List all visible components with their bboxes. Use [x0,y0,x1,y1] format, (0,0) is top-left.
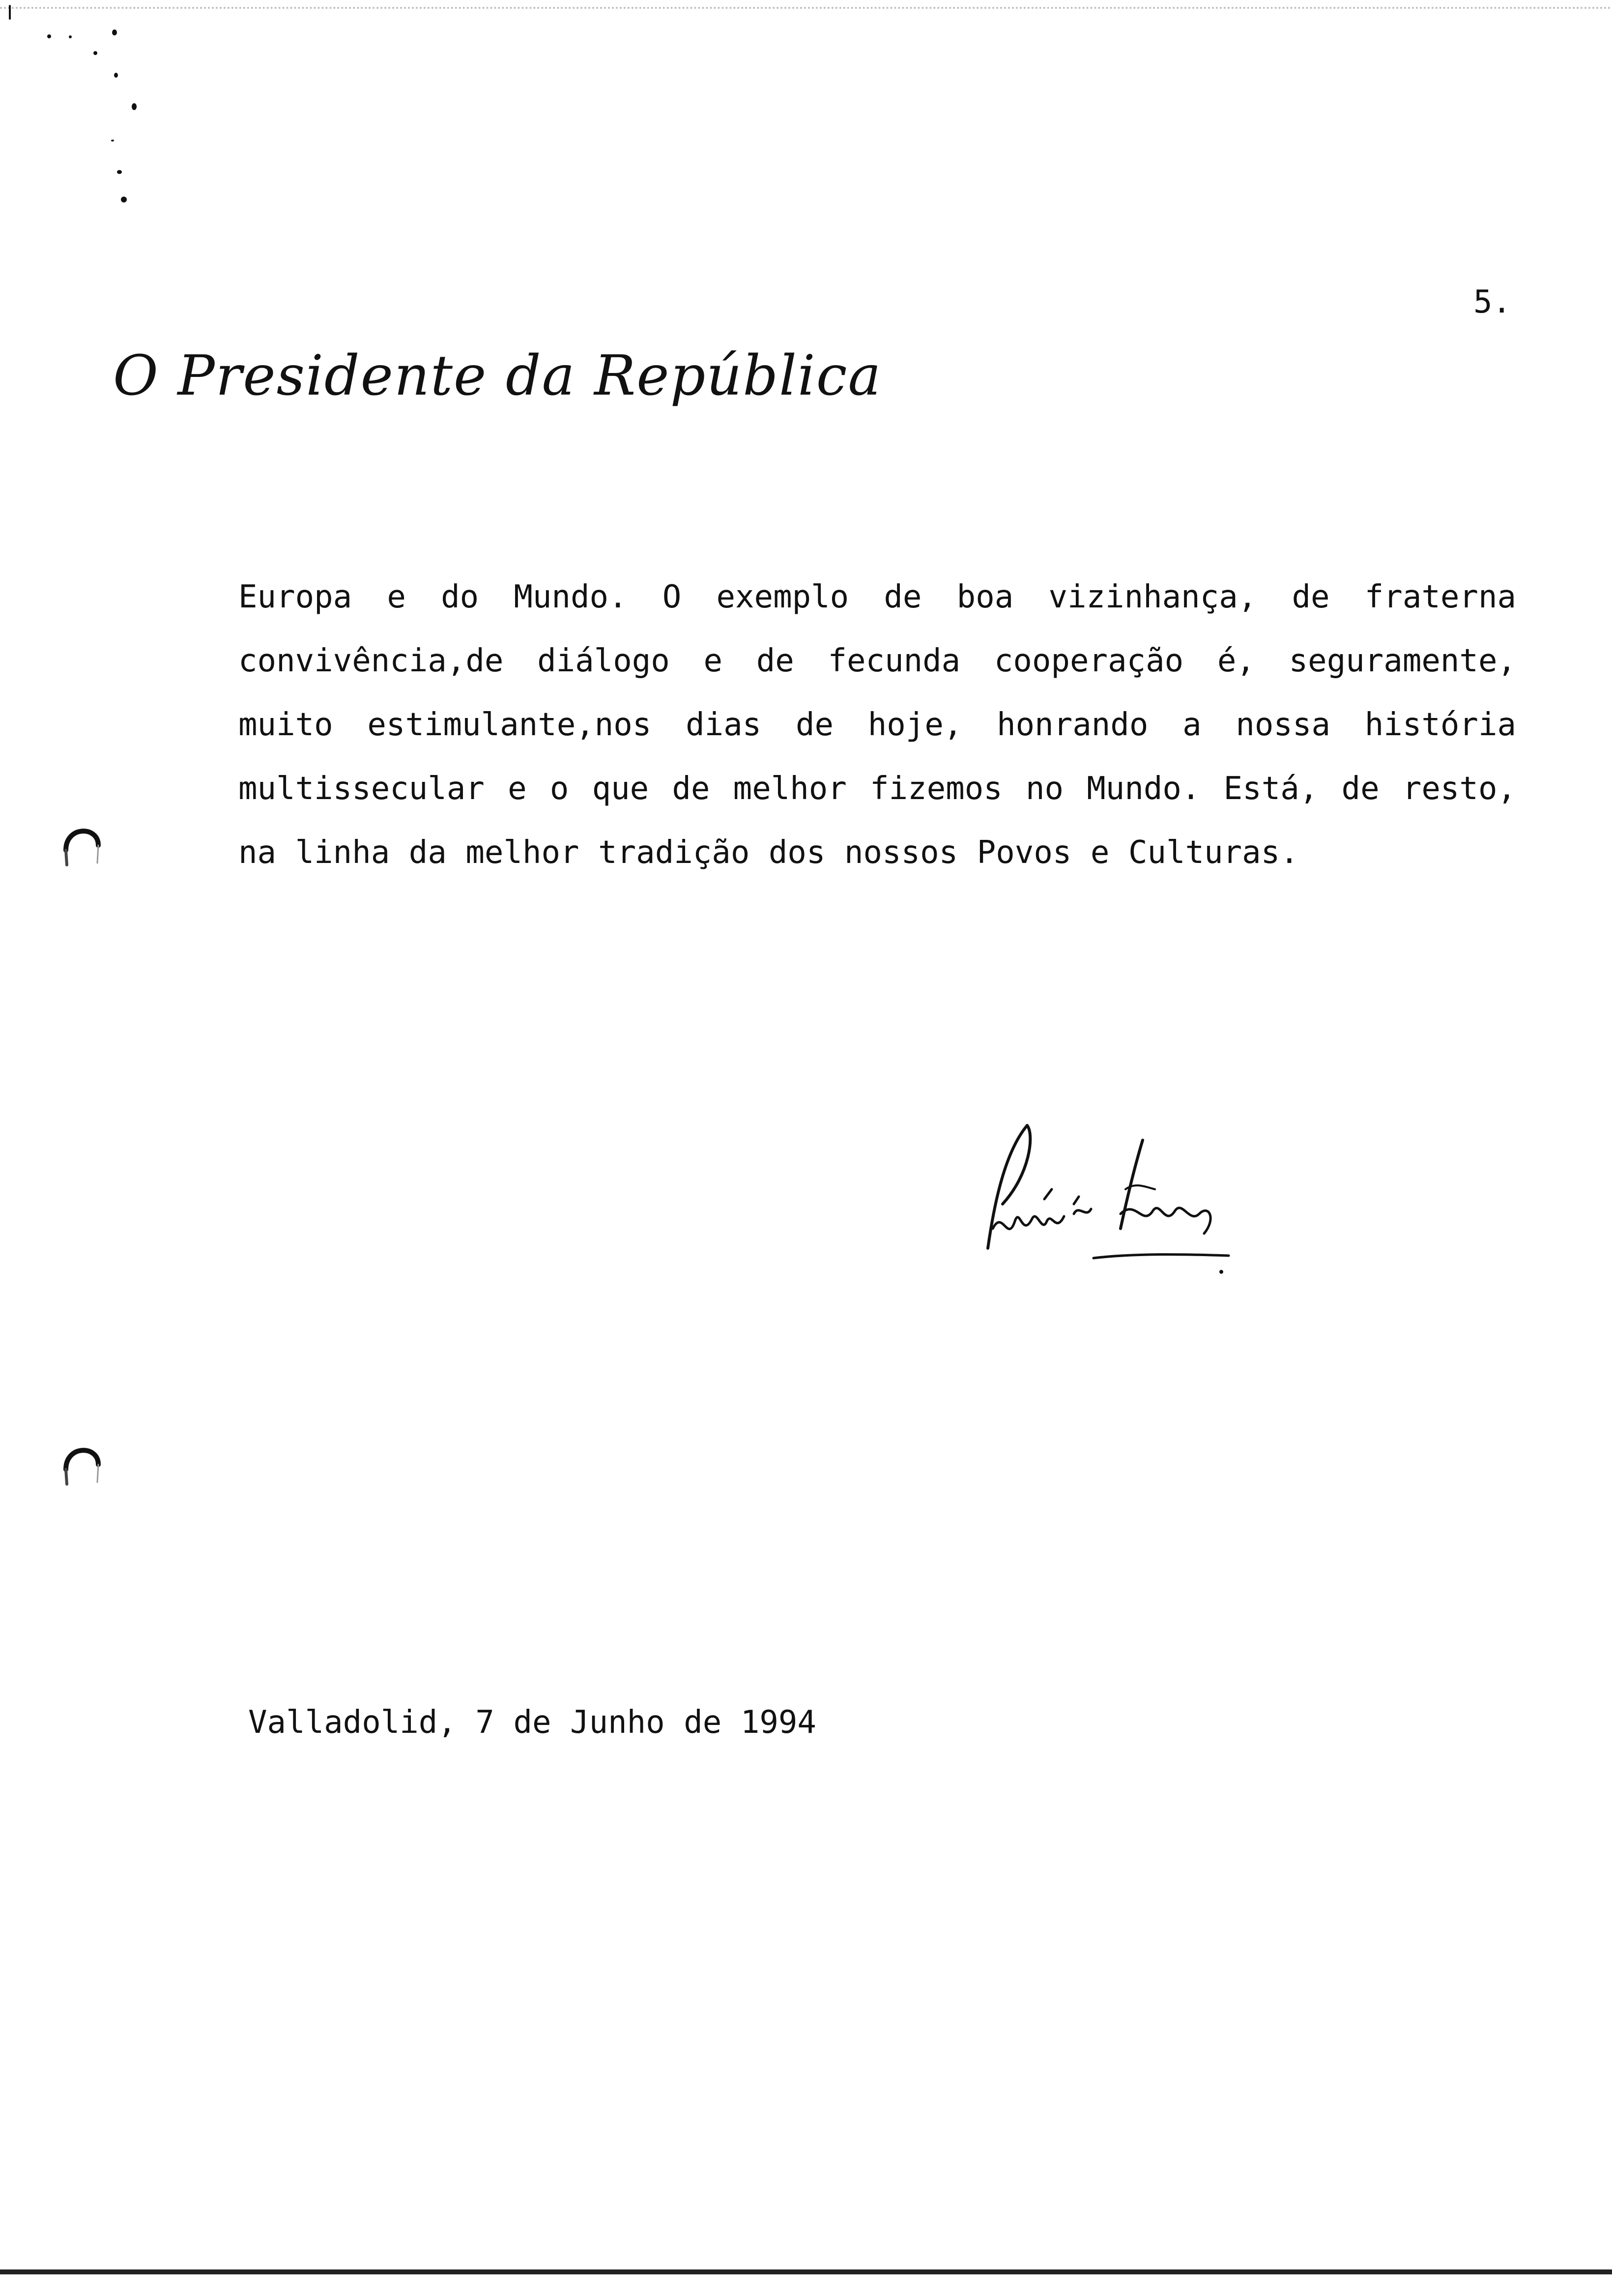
body-line: na linha da melhor tradição dos nossos Povos e Culturas. [238,834,1299,871]
page-number: 5. [1473,284,1512,320]
scan-speck [114,73,118,78]
scan-bottom-edge [0,2269,1612,2274]
scan-speck [111,140,114,142]
place-and-date: Valladolid, 7 de Junho de 1994 [248,1704,816,1741]
binder-hole-icon [61,1435,103,1494]
letter-body [238,565,1516,885]
binder-hole-icon [61,816,103,875]
body-line: muito estimulante,nos dias de hoje, honrando a nossa história [238,707,1516,743]
scan-speck [117,170,122,174]
scan-speck [121,197,127,202]
scan-top-edge [0,7,1612,9]
body-line: convivência,de diálogo e de fecunda cooperação é, seguramente, [238,643,1516,679]
scan-speck [9,5,11,20]
scan-speck [112,29,117,35]
scan-speck [93,51,97,55]
scan-speck [47,34,51,38]
letterhead-title: O Presidente da República [113,344,882,408]
body-line: Europa e do Mundo. O exemplo de boa vizinhança, de fraterna [238,579,1516,615]
handwritten-signature [973,1116,1248,1292]
scan-speck [69,35,72,38]
scan-speck [132,103,137,110]
body-line: multissecular e o que de melhor fizemos no Mundo. Está, de resto, [238,771,1516,807]
